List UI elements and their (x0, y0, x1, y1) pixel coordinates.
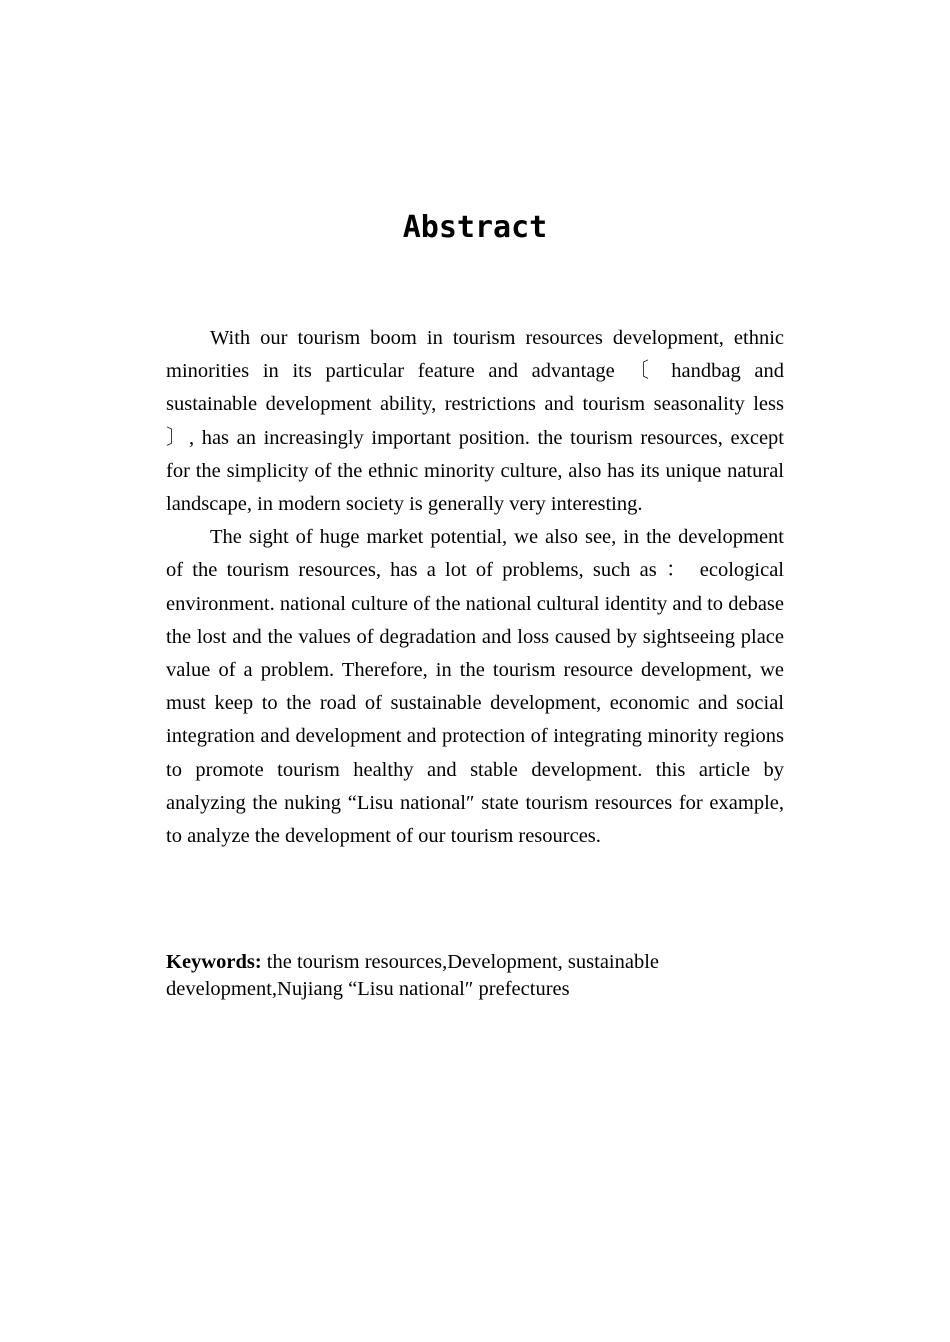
abstract-body (166, 322, 784, 853)
abstract-paragraph-2: The sight of huge market potential, we also see, in the development of the tourism resources, has a lot of problems, such as ： ecological environment. national culture of the national cultural identity and to debase the lost and the values of degradation and loss caused by sightseeing place value of a problem. Therefore, in the tourism resource development, we must keep to the road of sustainable development, economic and social integration and development and protection of integrating minority regions to promote tourism healthy and stable development. this article by analyzing the nuking “Lisu national″ state tourism resources for example, to analyze the development of our tourism resources. (166, 526, 784, 848)
abstract-paragraph-1: With our tourism boom in tourism resources development, ethnic minorities in its particular feature and advantage 〔 handbag and sustainable development ability, restrictions and tourism seasonality less 〕, has an increasingly important position. the tourism resources, except for the simplicity of the ethnic minority culture, also has its unique natural landscape, in modern society is generally very interesting. (166, 327, 784, 516)
keywords-text: the tourism resources,Development, sustainable development,Nujiang “Lisu national″ prefectures (166, 951, 660, 1000)
page-title: Abstract (402, 210, 548, 245)
keywords-line (166, 949, 726, 1003)
keywords-label: Keywords: (166, 951, 262, 973)
